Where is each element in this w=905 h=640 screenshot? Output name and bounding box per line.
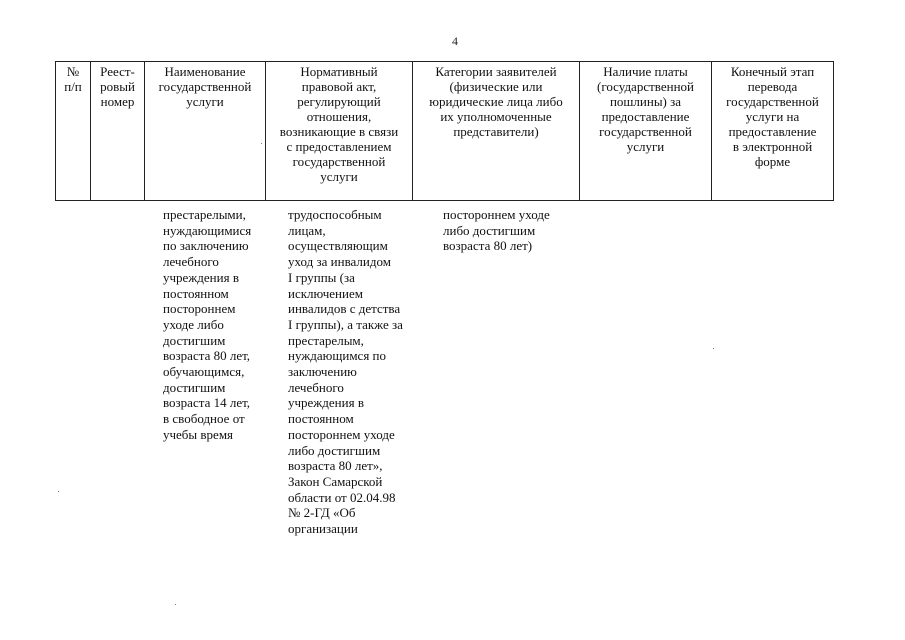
legal-act-continuation: трудоспособным лицам, осуществляющим уход за инвалидом I группы (за исключением инвалидов с детства I группы), а также за престарелым, нуждающимся по заключению лечебного учреждения в постоянном постороннем уходе либо достигшим возраста 80 лет», Закон Самарской области от 02.04.98 № 2-ГД «Об организации <box>288 207 403 537</box>
header-registry-number: Реест- ровый номер <box>91 62 145 201</box>
page-number: 4 <box>452 34 458 48</box>
applicant-categories-continuation: постороннем уходе либо достигшим возраста 80 лет) <box>443 207 550 254</box>
header-service-name: Наименование государственной услуги <box>145 62 266 201</box>
table-header-row <box>56 62 834 201</box>
scan-speck <box>58 491 59 492</box>
service-name-continuation: престарелыми, нуждающимися по заключению лечебного учреждения в постоянном постороннем уходе либо достигшим возраста 80 лет, обучающимся, достигшим возраста 14 лет, в свободное от учебы время <box>163 207 252 442</box>
scan-speck <box>713 348 714 349</box>
header-fee: Наличие платы (государственной пошлины) за предоставление государственной услуги <box>580 62 712 201</box>
scan-speck <box>175 604 176 605</box>
scan-speck <box>261 143 262 144</box>
services-table-header <box>55 61 834 201</box>
header-row-number: № п/п <box>56 62 91 201</box>
header-electronic-stage: Конечный этап перевода государственной услуги на предоставление в электронной форме <box>712 62 834 201</box>
header-legal-act: Нормативный правовой акт, регулирующий отношения, возникающие в связи с предоставлением государственной услуги <box>266 62 413 201</box>
header-applicant-categories: Категории заявителей (физические или юридические лица либо их уполномоченные представители) <box>413 62 580 201</box>
